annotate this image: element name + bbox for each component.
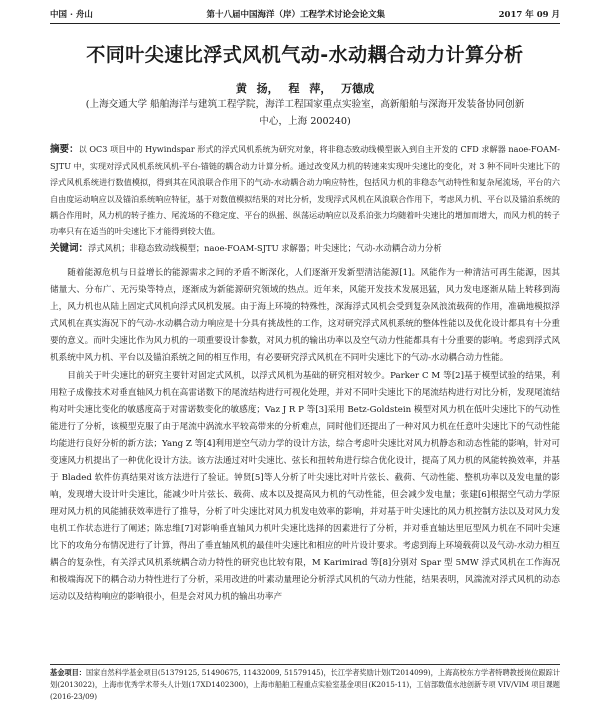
abstract: [50, 141, 560, 239]
paper-affiliation: [50, 96, 560, 130]
affiliation-line-2: 中心，上海 200240): [259, 116, 351, 127]
body-paragraph: 目前关于叶尖速比的研究主要针对固定式风机，以浮式风机为基础的研究相对较少。Parker C M 等[2]基于模型试验的结果，利用粒子成像技术对垂直轴风力机在高雷诺数下的尾流结构进行可视化处理，并对不同叶尖速比下的尾流结构进行对比分析，发现尾流结构对叶尖速比变化的敏感度高于对雷诺数变化的敏感度；Vaz J R P 等[3]采用 Betz-Goldstein 模型对风力机在低叶尖速比下的气动性能进行了分析，该模型克服了由于尾流中涡流水平较高带来的分析难点，同时他们还提出了一种对风力机在任意叶尖速比下的气动性能均能进行良好分析的新方法；Yang Z 等[4]利用逆空气动力学的设计方法，综合考虑叶尖速比对风力机静态和动态性能的影响，针对可变速风力机提出了一种优化设计方法。该方法通过对叶尖速比、弦长和扭转角进行综合优化设计，提高了风力机的风能转换效率，并基于 Bladed 软件仿真结果对该方法进行了验证。钟贤[5]等人分析了叶尖速比对叶片弦长、截荷、气动性能、整机功率以及发电量的影响，发现增大设计叶尖速比，能减少叶片弦长、载荷、成本以及提高风力机的气动性能，但会减少发电量；张建[6]根据空气动力学原理对风力机的风能捕获效率进行了推导，分析了叶尖速比对风力机发电效率的影响，并对基于叶尖速比的风力机控制方法以及对风力发电机工作状态进行了阐述；陈忠维[7]对影响垂直轴风力机叶尖速比选择的因素进行了分析，并对垂直轴达里厄型风力机在不同叶尖速比下的攻角分布情况进行了计算，得出了垂直轴风机的最佳叶尖速比和相应的叶片设计要求。考虑到海上环境载荷以及气动-水动力相互耦合的复杂性，有关浮式风机系统耦合动力特性的研究也比较有限，M Karimirad 等[8]分别对 Spar 型 5MW 浮式风机在工作海况和极端海况下的耦合动力特性进行了分析，采用改进的叶素动量理论分析浮式风机的气动力性能，结果表明，风湍流对浮式风机的动态运动以及结构响应的影响很小，但是会对风力机的输出功率产: [50, 371, 560, 602]
footnote-label: 基金项目：: [50, 668, 86, 677]
footnote: [50, 667, 560, 703]
keywords-text: 浮式风机；非稳态致动线模型；naoe-FOAM-SJTU 求解器；叶尖速比；气动-水动耦合动力分析: [88, 243, 442, 253]
header-proceedings: 第十八届中国海洋（岸）工程学术讨论会论文集: [206, 10, 386, 20]
abstract-text: 以 OC3 项目中的 Hywindspar 形式的浮式风机系统为研究对象，将非稳态致动线模型嵌入到自主开发的 CFD 求解器 naoe-FOAM-SJTU 中，实现对浮式风机系统风机-平台-锚链的耦合动力计算分析。通过改变风力机的转速来实现叶尖速比的变化，对 3 种不同叶尖速比下的浮式风机系统进行数值模拟，得到其在风浪联合作用下的气动-水动耦合动力响应特性，包括风力机的非稳态气动特性和复杂尾流场，平台的六自由度运动响应以及锚泊系统响应特征，基于对数值模拟结果的对比分析，发现浮式风机在风浪联合作用下，考虑风力机、平台以及锚泊系统的耦合作用时，风力机的转子推力、尾流场的不稳定度、平台的纵摇、纵荡运动响应以及系泊张力均随着叶尖速比的增加而增大，而风力机的转子功率只有在适当的叶尖速比下才能得到较大值。: [50, 144, 560, 237]
paper-authors: 黄 扬， 程 萍， 万德成: [235, 82, 375, 95]
paper-title: 不同叶尖速比浮式风机气动-水动耦合动力计算分析: [86, 44, 524, 66]
keywords: [50, 241, 560, 256]
header-date: 2017 年 09 月: [498, 10, 560, 20]
affiliation-line-1: (上海交通大学 船舶海洋与建筑工程学院，海洋工程国家重点实验室，高新船舶与深海开发装备协同创新: [85, 99, 525, 110]
footnote-divider: [50, 664, 560, 665]
abstract-label: 摘要：: [50, 144, 79, 155]
header-location: 中国 · 舟山: [50, 10, 93, 20]
body-paragraph: 随着能源危机与日益增长的能源需求之间的矛盾不断深化，人们逐渐开发新型清洁能源[1]。风能作为一种清洁可再生能源，因其储量大、分布广、无污染等特点，逐渐成为新能源研究领域的热点。近年来，风能开发技术发展迅猛，风力发电逐渐从陆上转移到海上，风力机也从陆上固定式风机向浮式风机发展。由于海上环境的特殊性，深海浮式风机会受到复杂风浪流载荷的作用，准确地模拟浮式风机在真实海况下的气动-水动耦合动力响应是十分具有挑战性的工作，这对研究浮式风机系统的整体性能以及优化设计都具有十分重要的意义。而叶尖速比作为风力机的一项重要设计参数，对风力机的输出功率以及空气动力性能都具有十分重要的影响。考虑到浮式风机系统中风力机、平台以及锚泊系统之间的相互作用，有必要研究浮式风机在不同叶尖速比下的气动-水动耦合动力性能。: [50, 268, 560, 363]
keywords-label: 关键词：: [50, 243, 89, 254]
footnote-text: 国家自然科学基金项目(51379125, 51490675, 11432009, 51579145)，长江学者奖励计划(T2014099)，上海高校东方学者特聘教授岗位跟踪计划(2013022)，上海市优秀学术带头人计划(17XD1402300)，上海市船舶工程重点实验室基金项目(K2015-11)，工信部数值水池创新专项 VIV/VIM 项目课题(2016-23/09): [50, 668, 560, 701]
running-header: [50, 8, 560, 24]
body-text: [50, 265, 560, 606]
